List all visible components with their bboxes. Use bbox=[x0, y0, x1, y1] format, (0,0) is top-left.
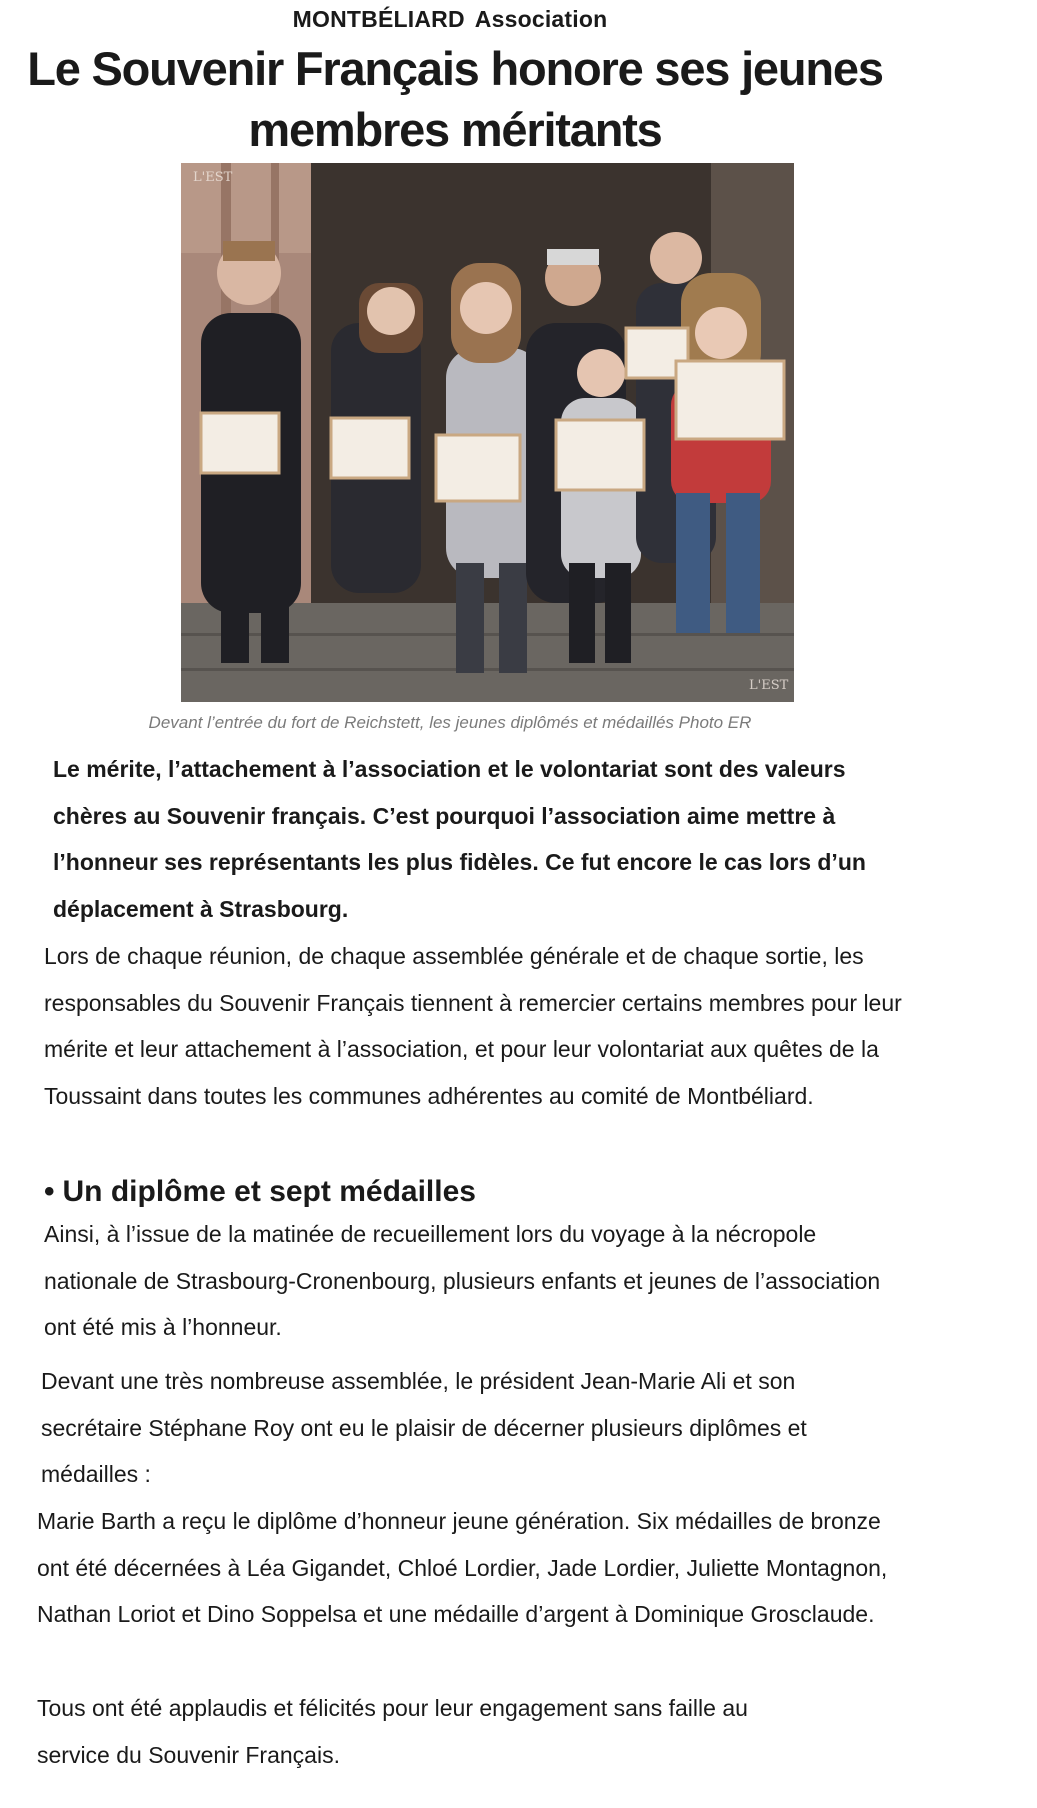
subheading-bullet: • bbox=[44, 1175, 55, 1208]
subheading-text: Un diplôme et sept médailles bbox=[62, 1175, 476, 1208]
kicker-section: Association bbox=[474, 6, 608, 32]
body-paragraph-2: Ainsi, à l’issue de la matinée de recueillement lors du voyage à la nécropole nationale de Strasbourg-Cronenbourg, plusieurs enfants et jeunes de l’association ont été mis à l’honneur. bbox=[44, 1221, 881, 1340]
photo-illustration bbox=[181, 163, 794, 702]
lead-paragraph: Le mérite, l’attachement à l’association et le volontariat sont des valeurs chères au Souvenir français. C’est pourquoi l’association aime mettre à l’honneur ses représentants les plus fidèles. Ce fut encore le cas lors d’un déplacement à Strasbourg. bbox=[53, 756, 866, 922]
photo-caption: Devant l’entrée du fort de Reichstett, les jeunes diplômés et médaillés Photo ER bbox=[148, 713, 752, 732]
body-paragraph-5: Tous ont été applaudis et félicités pour leur engagement sans faille au service du Souvenir Français. bbox=[37, 1695, 748, 1768]
subheading bbox=[44, 1170, 476, 1214]
body-paragraph-4: Marie Barth a reçu le diplôme d’honneur jeune génération. Six médailles de bronze ont été décernées à Léa Gigandet, Chloé Lordier, Jade Lordier, Juliette Montagnon, Nathan Loriot et Dino Soppelsa et une médaille d’argent à Dominique Grosclaude. bbox=[37, 1508, 888, 1627]
kicker bbox=[0, 6, 900, 33]
watermark-top: L'EST bbox=[193, 170, 233, 185]
headline: Le Souvenir Français honore ses jeunes membres méritants bbox=[27, 42, 883, 156]
body-paragraph-3: Devant une très nombreuse assemblée, le président Jean-Marie Ali et son secrétaire Stéphane Roy ont eu le plaisir de décerner plusieurs diplômes et médailles : bbox=[41, 1368, 807, 1487]
kicker-location: MONTBÉLIARD bbox=[292, 6, 465, 32]
body-paragraph-1: Lors de chaque réunion, de chaque assemblée générale et de chaque sortie, les responsables du Souvenir Français tiennent à remercier certains membres pour leur mérite et leur attachement à l’association, et pour leur volontariat aux quêtes de la Toussaint dans toutes les communes adhérentes au comité de Montbéliard. bbox=[44, 943, 902, 1109]
watermark-bottom: L'EST bbox=[749, 678, 789, 693]
article-photo bbox=[181, 163, 794, 702]
